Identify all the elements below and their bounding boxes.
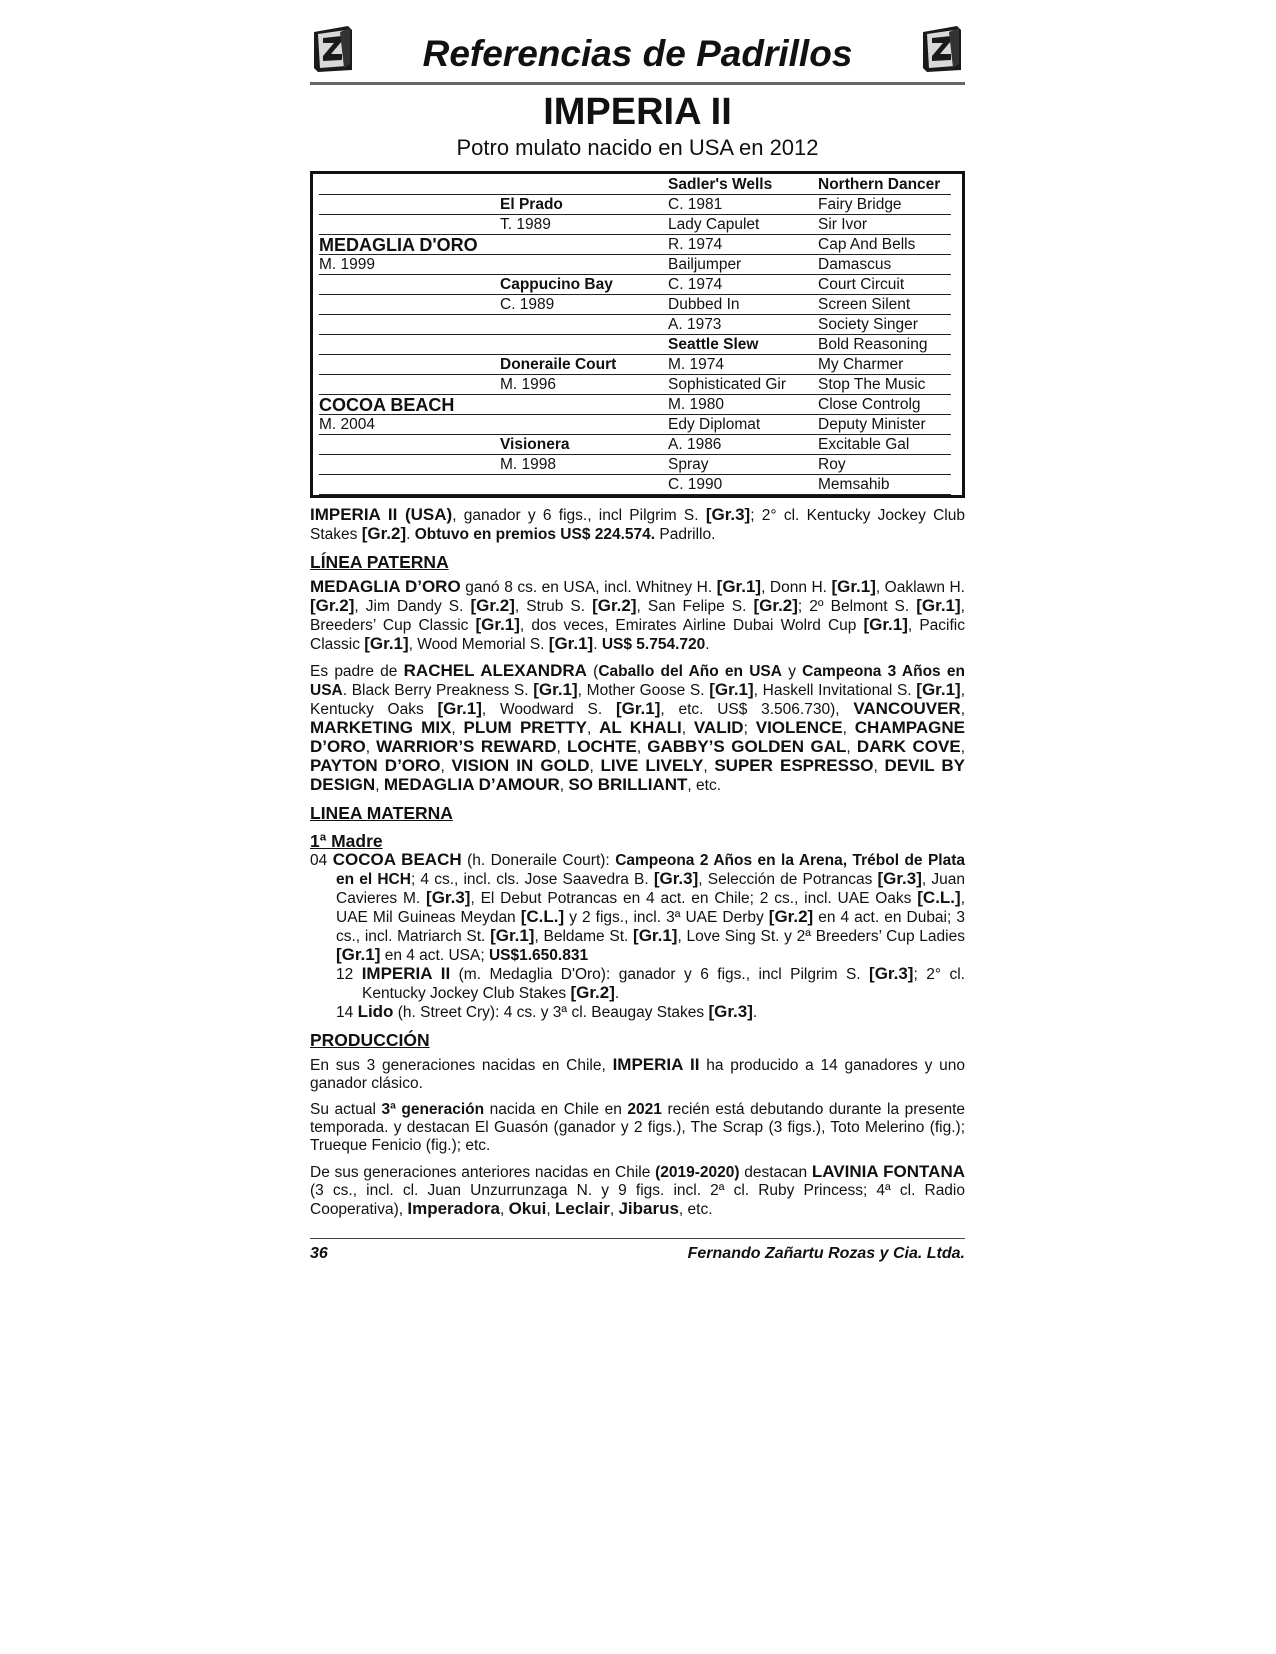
horse-name-inline: PLUM PRETTY	[463, 718, 588, 737]
text: , Mother Goose S.	[577, 682, 710, 699]
produccion-paragraph-1	[310, 1056, 965, 1093]
text: , San Felipe S.	[636, 598, 754, 615]
grade-badge: [Gr.1]	[863, 615, 908, 634]
text: , Wood Memorial S.	[408, 636, 549, 653]
text: ,	[703, 758, 715, 775]
text: , Donn H.	[761, 579, 832, 596]
pedigree-cell: MEDAGLIA D'ORO	[319, 235, 500, 255]
horse-name-inline: WARRIOR’S REWARD	[376, 737, 557, 756]
grade-badge: [C.L.]	[917, 888, 961, 907]
horse-name-inline: Okui	[508, 1199, 547, 1218]
pedigree-cell: Northern Dancer	[818, 175, 951, 195]
horse-name-inline: IMPERIA II	[361, 964, 451, 983]
text: , Woodward S.	[481, 701, 616, 718]
pedigree-cell: Bold Reasoning	[818, 335, 951, 355]
horse-name-inline: IMPERIA II	[612, 1055, 700, 1074]
pedigree-cell: A. 1973	[668, 315, 818, 335]
horse-name-inline: Lido	[357, 1002, 394, 1021]
horse-name-inline: RACHEL ALEXANDRA	[403, 661, 587, 680]
grade-badge: [Gr.1]	[916, 596, 961, 615]
text: Padrillo.	[655, 526, 716, 543]
grade-badge: [Gr.1]	[716, 577, 762, 596]
pedigree-cell	[500, 315, 668, 335]
pedigree-cell: Stop The Music	[818, 375, 951, 395]
grade-badge: [Gr.2]	[470, 596, 515, 615]
grade-badge: [Gr.2]	[310, 596, 355, 615]
dam-entry	[310, 851, 965, 965]
pedigree-cell: Excitable Gal	[818, 435, 951, 455]
pedigree-cell: Edy Diplomat	[668, 415, 818, 435]
text: ; 2° cl. Kentucky Jockey Club Stakes	[310, 507, 965, 543]
text: De sus generaciones anteriores nacidas en Chile	[310, 1164, 656, 1181]
grade-badge: [Gr.1]	[916, 680, 961, 699]
pedigree-row	[319, 255, 951, 275]
grade-badge: [Gr.3]	[653, 869, 699, 888]
pedigree-cell: T. 1989	[500, 215, 668, 235]
pedigree-cell: M. 1998	[500, 455, 668, 475]
highlight-text: Caballo del Año en USA	[598, 663, 782, 680]
pedigree-row	[319, 195, 951, 215]
grade-badge: [Gr.3]	[877, 869, 922, 888]
text: , Jim Dandy S.	[354, 598, 471, 615]
text: .	[752, 1004, 758, 1021]
text: recién está debutando durante la presente temporada. y destacan El Guasón (ganador y 2 figs.), The Scrap (3 figs.), Toto Melerino (fig.); Trueque Fenicio (fig.); etc.	[310, 1101, 966, 1154]
text: , ganador y 6 figs., incl Pilgrim S.	[452, 507, 706, 524]
grade-badge: [Gr.1]	[437, 699, 482, 718]
grade-badge: [Gr.2]	[768, 907, 814, 926]
grade-badge: [Gr.3]	[869, 964, 914, 983]
text: ,	[636, 739, 648, 756]
pedigree-cell: C. 1989	[500, 295, 668, 315]
produccion-paragraph-3	[310, 1163, 965, 1219]
text: ;	[743, 720, 756, 737]
text: ,	[559, 777, 569, 794]
text: , Pacific Classic	[310, 617, 965, 653]
pedigree-cell	[500, 475, 668, 495]
pedigree-cell: Spray	[668, 455, 818, 475]
pedigree-cell	[319, 355, 500, 375]
highlight-text: Campeona 3 Años en USA	[310, 663, 965, 699]
highlight-text: 2021	[627, 1101, 662, 1118]
horse-name-inline: Imperadora	[407, 1199, 500, 1218]
text: . Black Berry Preakness S.	[342, 682, 534, 699]
text: (3 cs., incl. cl. Juan Unzurrunzaga N. y 9 figs. incl. 2ª cl. Ruby Princess; 4ª cl. Radio Cooperativa),	[310, 1182, 965, 1218]
pedigree-cell: Close Controlg	[818, 395, 951, 415]
text: ha producido a 14 ganadores y uno ganador clásico.	[310, 1057, 965, 1092]
text: .	[406, 526, 415, 543]
horse-name-inline: LAVINIA FONTANA	[811, 1162, 966, 1181]
text: , Kentucky Oaks	[310, 682, 965, 718]
grade-badge: [Gr.1]	[533, 680, 578, 699]
text: ,	[609, 1201, 619, 1218]
horse-name-inline: DEVIL BY DESIGN	[310, 756, 966, 794]
horse-name-inline: CHAMPAGNE D’ORO	[310, 718, 965, 756]
text: , etc. US$ 3.506.730),	[660, 701, 854, 718]
pedigree-cell: COCOA BEACH	[319, 395, 500, 415]
text: destacan	[739, 1164, 812, 1181]
page-title: Referencias de Padrillos	[422, 33, 853, 74]
pedigree-cell	[500, 395, 668, 415]
pedigree-row	[319, 415, 951, 435]
produccion-paragraph-2	[310, 1101, 965, 1155]
text: ,	[960, 739, 965, 756]
text: Es padre de	[310, 663, 404, 680]
horse-name-inline: VIOLENCE	[755, 718, 843, 737]
pedigree-cell	[319, 295, 500, 315]
pedigree-table	[310, 171, 965, 498]
pedigree-cell	[500, 175, 668, 195]
pedigree-row	[319, 215, 951, 235]
text: ; 2° cl. Kentucky Jockey Club Stakes	[362, 966, 965, 1002]
grade-badge: [Gr.2]	[361, 524, 407, 543]
text: ,	[365, 739, 377, 756]
text: ,	[587, 720, 600, 737]
text: , Strub S.	[514, 598, 593, 615]
pedigree-row	[319, 175, 951, 195]
pedigree-cell: Visionera	[500, 435, 668, 455]
text: ,	[842, 720, 855, 737]
text: , Breeders’ Cup Classic	[310, 598, 965, 634]
pedigree-cell: Roy	[818, 455, 951, 475]
horse-name-inline: VALID	[693, 718, 744, 737]
pedigree-cell: Memsahib	[818, 475, 951, 495]
horse-name-inline: SUPER ESPRESSO	[714, 756, 874, 775]
logo-icon	[919, 24, 965, 74]
pedigree-cell: C. 1990	[668, 475, 818, 495]
pedigree-cell	[500, 415, 668, 435]
pedigree-row	[319, 235, 951, 255]
pedigree-cell	[319, 275, 500, 295]
grade-badge: [Gr.1]	[490, 926, 535, 945]
dam-produce-entry	[310, 1003, 965, 1022]
grade-badge: [Gr.3]	[426, 888, 471, 907]
grade-badge: [Gr.1]	[831, 577, 876, 596]
pedigree-cell: Cap And Bells	[818, 235, 951, 255]
pedigree-cell: M. 2004	[319, 415, 500, 435]
pedigree-cell: R. 1974	[668, 235, 818, 255]
pedigree-cell: Deputy Minister	[818, 415, 951, 435]
text: (m. Medaglia D'Oro): ganador y 6 figs., incl Pilgrim S.	[450, 966, 870, 983]
text: ,	[546, 1201, 555, 1218]
text: , dos veces, Emirates Airline Dubai Wolrd Cup	[519, 617, 864, 634]
pedigree-cell	[319, 375, 500, 395]
pedigree-row	[319, 435, 951, 455]
horse-subtitle: Potro mulato nacido en USA en 2012	[456, 135, 819, 160]
text: , Juan Cavieres M.	[336, 871, 965, 907]
text: ; 2º Belmont S.	[797, 598, 917, 615]
horse-name-inline: DARK COVE	[856, 737, 961, 756]
text: en 4 act. en Dubai; 3 cs., incl. Matriarch St.	[336, 909, 965, 945]
pedigree-cell	[319, 455, 500, 475]
section-heading-paterna: LÍNEA PATERNA	[310, 552, 449, 572]
pedigree-cell: A. 1986	[668, 435, 818, 455]
text: Su actual	[310, 1101, 382, 1118]
pedigree-row	[319, 355, 951, 375]
pedigree-cell	[319, 475, 500, 495]
pedigree-cell: Society Singer	[818, 315, 951, 335]
text: ,	[589, 758, 601, 775]
horse-name-inline: VISION IN GOLD	[451, 756, 590, 775]
text: ,	[846, 739, 857, 756]
page-header	[310, 20, 965, 85]
text: ,	[873, 758, 885, 775]
pedigree-cell: Fairy Bridge	[818, 195, 951, 215]
text: , UAE Mil Guineas Meydan	[336, 890, 965, 926]
horse-name-inline: IMPERIA II (USA)	[310, 505, 453, 524]
pedigree-cell	[319, 175, 500, 195]
text: y	[781, 663, 803, 680]
text: ,	[375, 777, 384, 794]
pedigree-cell: Court Circuit	[818, 275, 951, 295]
horse-name-inline: LOCHTE	[566, 737, 637, 756]
earnings: Obtuvo en premios US$ 224.574.	[414, 526, 656, 543]
pedigree-row	[319, 275, 951, 295]
grade-badge: [Gr.1]	[615, 699, 661, 718]
pedigree-cell	[500, 255, 668, 275]
text: y 2 figs., incl. 3ª UAE Derby	[564, 909, 769, 926]
text: (h. Street Cry): 4 cs. y 3ª cl. Beaugay Stakes	[393, 1004, 709, 1021]
text: ,	[499, 1201, 509, 1218]
pedigree-row	[319, 315, 951, 335]
text: , Oaklawn H.	[875, 579, 965, 596]
pedigree-cell: M. 1996	[500, 375, 668, 395]
text: , etc.	[678, 1201, 713, 1218]
pedigree-cell: M. 1974	[668, 355, 818, 375]
text: nacida en Chile en	[484, 1101, 628, 1118]
text: , Selección de Potrancas	[698, 871, 878, 888]
grade-badge: [Gr.1]	[475, 615, 520, 634]
highlight-text: Campeona 2 Años en la Arena, Trébol de Plata en el HCH	[336, 852, 966, 888]
pedigree-cell: Dubbed In	[668, 295, 818, 315]
horse-name-inline: LIVE LIVELY	[600, 756, 704, 775]
text: , El Debut Potrancas en 4 act. en Chile; 2 cs., incl. UAE Oaks	[470, 890, 918, 907]
horse-name-inline: PAYTON D’ORO	[310, 756, 441, 775]
footer-company: Fernando Zañartu Rozas y Cia. Ltda.	[687, 1245, 965, 1262]
grade-badge: [Gr.1]	[364, 634, 409, 653]
horse-name-inline: Leclair	[555, 1199, 610, 1218]
pedigree-cell: Cappucino Bay	[500, 275, 668, 295]
grade-badge: [Gr.3]	[705, 505, 751, 524]
horse-name: IMPERIA II	[543, 91, 732, 133]
text: ,	[440, 758, 452, 775]
grade-badge: [Gr.2]	[753, 596, 798, 615]
highlight-text: US$1.650.831	[488, 947, 589, 964]
pedigree-cell	[500, 335, 668, 355]
text: ,	[681, 720, 694, 737]
pedigree-row	[319, 335, 951, 355]
pedigree-cell	[319, 215, 500, 235]
text: 14	[336, 1004, 358, 1021]
text: , etc.	[687, 777, 722, 794]
text: ,	[556, 739, 567, 756]
horse-name-inline: VANCOUVER	[853, 699, 961, 718]
first-dam-heading: 1ª Madre	[310, 831, 383, 851]
grade-badge: [Gr.1]	[336, 945, 381, 964]
pedigree-cell	[319, 335, 500, 355]
text: (	[586, 663, 599, 680]
pedigree-cell	[500, 235, 668, 255]
pedigree-cell: M. 1980	[668, 395, 818, 415]
text: , Haskell Invitational S.	[753, 682, 917, 699]
pedigree-cell	[319, 195, 500, 215]
pedigree-cell: El Prado	[500, 195, 668, 215]
section-heading-produccion: PRODUCCIÓN	[310, 1030, 430, 1050]
text: En sus 3 generaciones nacidas en Chile,	[310, 1057, 613, 1074]
text: ,	[960, 701, 966, 718]
intro-paragraph	[310, 506, 965, 544]
text: 12	[336, 966, 362, 983]
pedigree-cell: Sadler's Wells	[668, 175, 818, 195]
horse-name-inline: COCOA BEACH	[332, 850, 462, 869]
horse-name-inline: MARKETING MIX	[310, 718, 452, 737]
pedigree-cell: Seattle Slew	[668, 335, 818, 355]
pedigree-row	[319, 455, 951, 475]
grade-badge: [Gr.1]	[633, 926, 678, 945]
pedigree-cell: C. 1974	[668, 275, 818, 295]
grade-badge: [Gr.1]	[548, 634, 594, 653]
text: ; 4 cs., incl. cls. Jose Saavedra B.	[410, 871, 654, 888]
highlight-text: (2019-2020)	[655, 1164, 740, 1181]
pedigree-cell: My Charmer	[818, 355, 951, 375]
highlight-text: US$ 5.754.720	[601, 636, 706, 653]
grade-badge: [Gr.3]	[708, 1002, 753, 1021]
pedigree-cell	[319, 315, 500, 335]
page-footer	[310, 1238, 965, 1267]
pedigree-cell: Screen Silent	[818, 295, 951, 315]
text: ganó 8 cs. en USA, incl. Whitney H.	[460, 579, 717, 596]
pedigree-row	[319, 295, 951, 315]
pedigree-cell: Doneraile Court	[500, 355, 668, 375]
highlight-text: 3ª generación	[381, 1101, 485, 1118]
text: en 4 act. USA;	[380, 947, 489, 964]
section-heading-materna: LINEA MATERNA	[310, 803, 453, 823]
horse-name-inline: GABBY’S GOLDEN GAL	[647, 737, 847, 756]
pedigree-row	[319, 375, 951, 395]
pedigree-cell: Sophisticated Gir	[668, 375, 818, 395]
pedigree-cell: C. 1981	[668, 195, 818, 215]
page-number: 36	[310, 1245, 328, 1262]
text: .	[614, 985, 620, 1002]
text: , Love Sing St. y 2ª Breeders’ Cup Ladies	[677, 928, 965, 945]
horse-name-inline: Jibarus	[618, 1199, 679, 1218]
grade-badge: [Gr.1]	[709, 680, 754, 699]
horse-name-inline: MEDAGLIA D’ORO	[310, 577, 461, 596]
pedigree-cell: M. 1999	[319, 255, 500, 275]
grade-badge: [Gr.2]	[592, 596, 637, 615]
text: , Beldame St.	[534, 928, 634, 945]
pedigree-row	[319, 395, 951, 415]
pedigree-cell: Lady Capulet	[668, 215, 818, 235]
text: .	[705, 636, 710, 653]
pedigree-cell: Bailjumper	[668, 255, 818, 275]
pedigree-row	[319, 475, 951, 495]
horse-name-inline: MEDAGLIA D’AMOUR	[383, 775, 560, 794]
paterna-paragraph-2	[310, 662, 965, 795]
grade-badge: [C.L.]	[520, 907, 565, 926]
text: 04	[310, 852, 333, 869]
horse-name-inline: SO BRILLIANT	[568, 775, 688, 794]
dam-produce-entry	[310, 965, 965, 1003]
pedigree-cell: Sir Ivor	[818, 215, 951, 235]
text: (h. Doneraile Court):	[461, 852, 616, 869]
grade-badge: [Gr.2]	[570, 983, 615, 1002]
page	[310, 20, 965, 1219]
pedigree-cell	[319, 435, 500, 455]
text: .	[593, 636, 602, 653]
pedigree-cell: Damascus	[818, 255, 951, 275]
horse-name-inline: AL KHALI	[599, 718, 682, 737]
paterna-paragraph-1	[310, 578, 965, 654]
text: ,	[451, 720, 464, 737]
